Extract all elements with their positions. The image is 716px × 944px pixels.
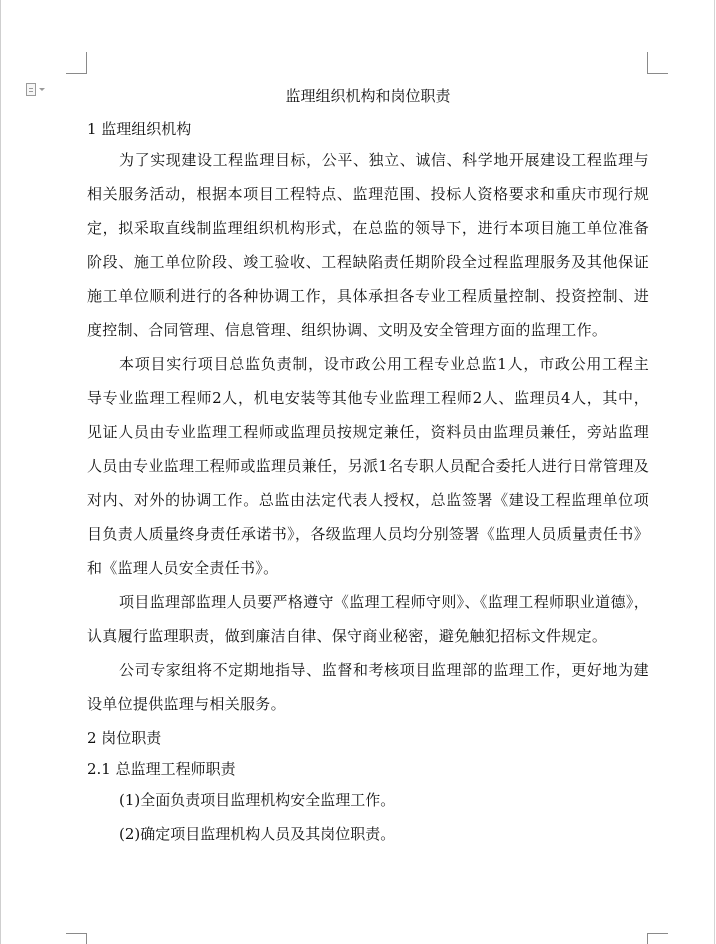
- paragraph: 为了实现建设工程监理目标，公平、独立、诚信、科学地开展建设工程监理与相关服务活动，根据本项目工程特点、监理范围、投标人资格要求和重庆市现行规定，拟采取直线制监理组织机构形式，在总监的领导下，进行本项目施工单位准备阶段、施工单位阶段、竣工验收、工程缺陷责任期阶段全过程监理服务及其他保证施工单位顺利进行的各种协调工作，具体承担各专业工程质量控制、投资控制、进度控制、合同管理、信息管理、组织协调、文明及安全管理方面的监理工作。: [87, 151, 649, 339]
- list-item: (1)全面负责项目监理机构安全监理工作。: [119, 791, 396, 809]
- section-2-1-heading: 2.1 总监理工程师职责: [87, 760, 236, 778]
- section-2-heading: 2 岗位职责: [87, 729, 162, 747]
- page-left-edge: [0, 0, 1, 944]
- page-icon: [26, 83, 36, 96]
- document-body: [87, 84, 649, 851]
- chevron-down-icon: [39, 88, 45, 91]
- document-title: 监理组织机构和岗位职责: [285, 87, 451, 105]
- list-item: (2)确定项目监理机构人员及其岗位职责。: [119, 825, 396, 843]
- paragraph: 公司专家组将不定期地指导、监督和考核项目监理部的监理工作，更好地为建设单位提供监理与相关服务。: [87, 661, 649, 713]
- section-1-heading: 1 监理组织机构: [87, 120, 192, 138]
- paragraph: 本项目实行项目总监负责制，设市政公用工程专业总监1人，市政公用工程主导专业监理工程师2人，机电安装等其他专业监理工程师2人、监理员4人，其中，见证人员由专业监理工程师或监理员按规定兼任，资料员由监理员兼任，旁站监理人员由专业监理工程师或监理员兼任，另派1名专职人员配合委托人进行日常管理及对内、对外的协调工作。总监由法定代表人授权，总监签署《建设工程监理单位项目负责人质量终身责任承诺书》，各级监理人员均分别签署《监理人员质量责任书》和《监理人员安全责任书》。: [87, 355, 649, 577]
- paragraph: 项目监理部监理人员要严格遵守《监理工程师守则》、《监理工程师职业道德》，认真履行监理职责，做到廉洁自律、保守商业秘密，避免触犯招标文件规定。: [87, 593, 649, 645]
- document-options-icon[interactable]: [26, 80, 50, 98]
